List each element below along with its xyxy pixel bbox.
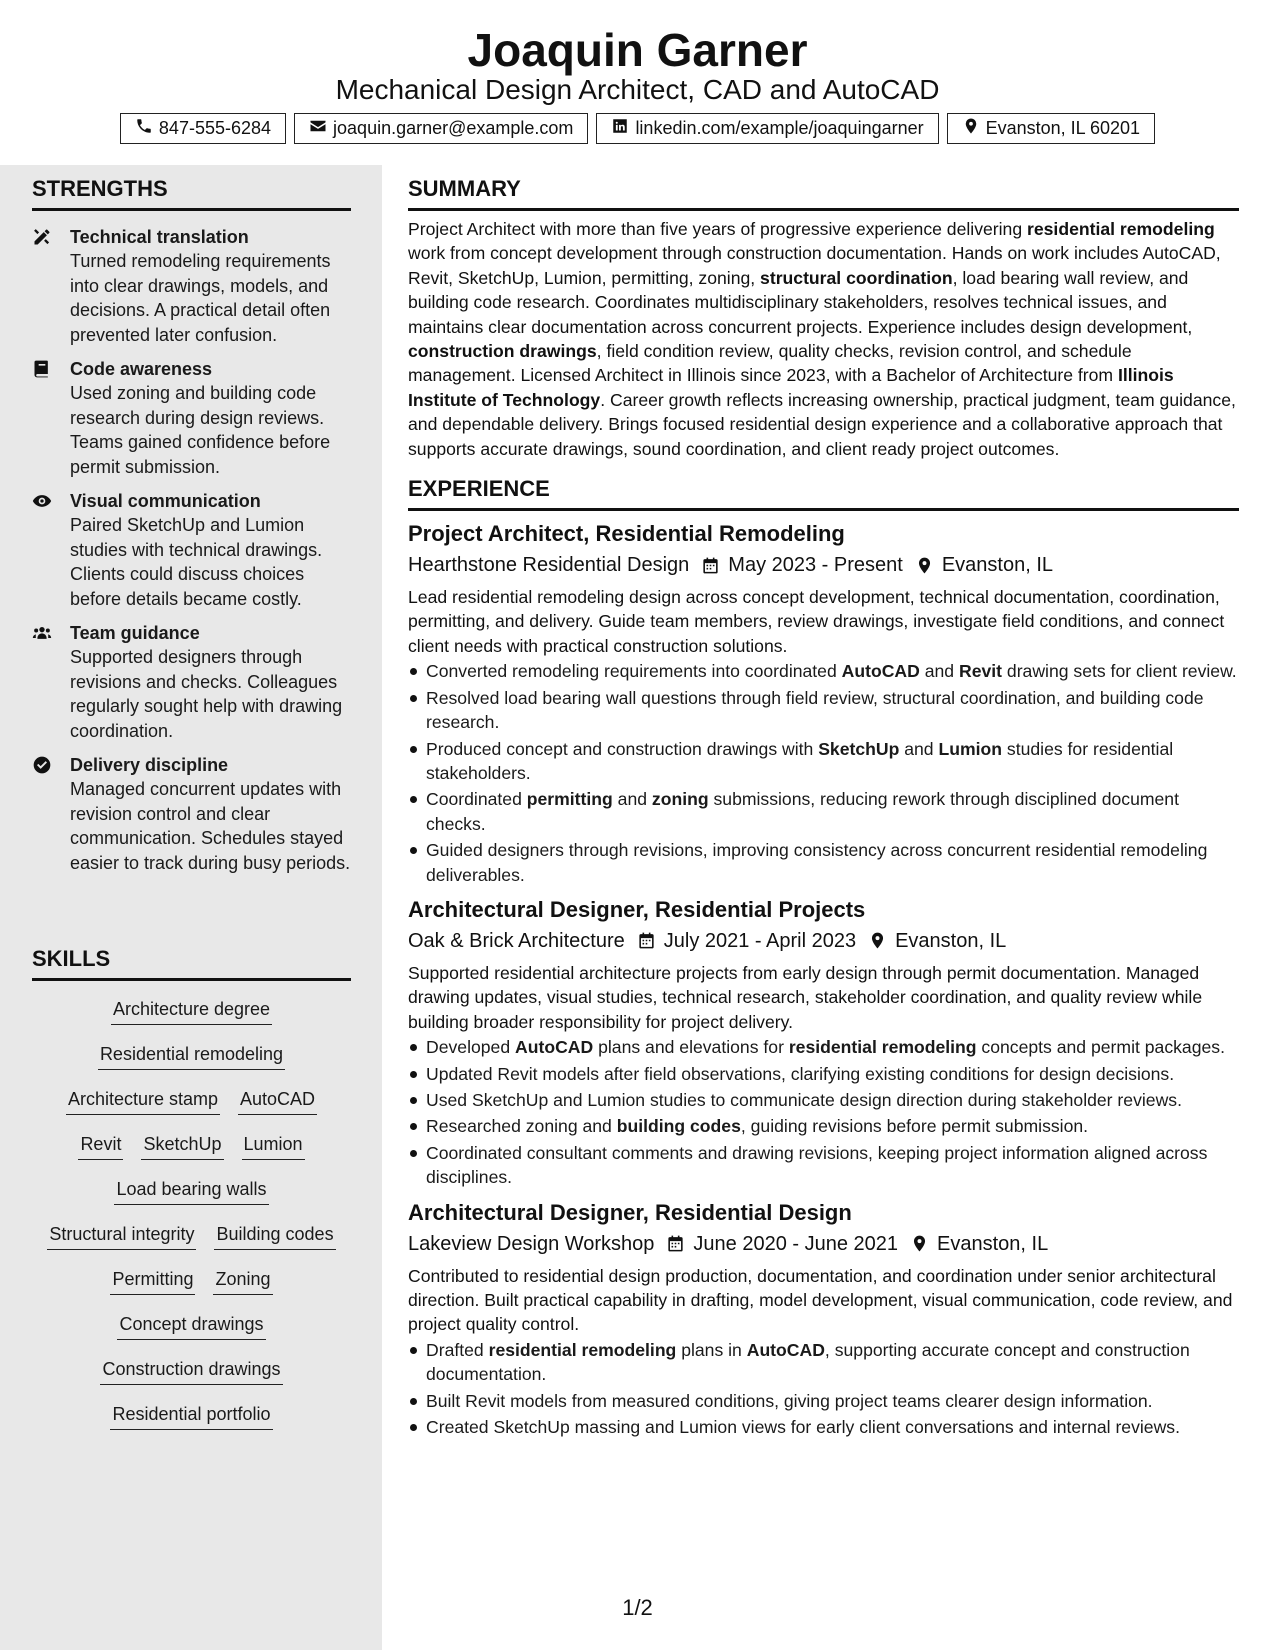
contact-email-text: joaquin.garner@example.com [333, 118, 574, 138]
strength-desc: Supported designers through revisions and checks. Colleagues regularly sought help with drawing coordination. [70, 647, 343, 741]
job-company: Hearthstone Residential Design [408, 554, 690, 577]
contact-linkedin-text: linkedin.com/example/joaquingarner [635, 118, 924, 138]
skills-heading: SKILLS [32, 945, 351, 981]
skill-tag: Architecture stamp [66, 1087, 220, 1115]
emphasis-text: building codes [616, 1116, 741, 1137]
users-icon [32, 621, 70, 743]
skill-row [32, 1349, 351, 1394]
strengths-section [32, 175, 351, 875]
job-bullets [408, 659, 1239, 887]
emphasis-text: structural coordination [760, 267, 953, 288]
contact-phone-text: 847-555-6284 [158, 118, 272, 138]
text-run: plans in [676, 1339, 747, 1360]
skill-tag: Revit [78, 1132, 123, 1160]
text-run: concepts and permit packages. [976, 1037, 1225, 1058]
candidate-name: Joaquin Garner [467, 24, 808, 76]
skill-tag: Concept drawings [117, 1312, 265, 1340]
job-meta [408, 926, 1239, 956]
main-content [382, 165, 1275, 1650]
strength-desc: Paired SketchUp and Lumion studies with technical drawings. Clients could discuss choices before details became costly. [70, 515, 323, 609]
job-bullets [408, 1035, 1239, 1189]
job-meta [408, 1229, 1239, 1259]
bullet-item [408, 1389, 1239, 1413]
resume-header [0, 0, 1275, 165]
skill-tag: Residential portfolio [110, 1402, 272, 1430]
job-company: Oak & Brick Architecture [408, 929, 625, 952]
strength-title: Code awareness [70, 359, 213, 379]
contact-email[interactable] [294, 113, 588, 144]
strengths-heading: STRENGTHS [32, 175, 351, 211]
emphasis-text: residential remodeling [788, 1037, 977, 1058]
sidebar [0, 165, 382, 1650]
text-run: Converted remodeling requirements into coordinated [426, 661, 842, 682]
bullet-item [408, 1141, 1239, 1190]
bullet-item [408, 659, 1239, 683]
strength-item [32, 621, 351, 743]
bullet-item [408, 787, 1239, 836]
strength-title: Delivery discipline [70, 755, 229, 775]
summary-text [408, 217, 1239, 461]
text-run: drawing sets for client review. [1002, 661, 1237, 682]
emphasis-text: zoning [651, 789, 709, 810]
text-run: Built Revit models from measured conditions, giving project teams clearer design information. [426, 1390, 1153, 1411]
skill-tag: SketchUp [141, 1132, 223, 1160]
job-location: Evanston, IL [895, 929, 1007, 952]
job-title: Architectural Designer, Residential Design [408, 1199, 852, 1225]
bullet-item [408, 1114, 1239, 1138]
emphasis-text: SketchUp [818, 738, 900, 759]
summary-heading: SUMMARY [408, 175, 1239, 211]
text-run: , supporting accurate concept and construction documentation. [426, 1339, 1190, 1385]
skills-section [32, 945, 351, 1439]
job-entry [408, 519, 1239, 887]
bullet-item [408, 838, 1239, 887]
emphasis-text: AutoCAD [841, 661, 920, 682]
bullet-item [408, 1062, 1239, 1086]
text-run: Coordinated consultant comments and drawing revisions, keeping project information aligned across disciplines. [426, 1142, 1208, 1188]
job-dates: May 2023 - Present [728, 554, 903, 577]
emphasis-text: Revit [958, 661, 1003, 682]
bullet-item [408, 737, 1239, 786]
text-run: Updated Revit models after field observations, clarifying existing conditions for design decisions. [426, 1063, 1175, 1084]
candidate-title: Mechanical Design Architect, CAD and AutoCAD [335, 74, 940, 105]
text-run: Resolved load bearing wall questions through field review, structural coordination, and building code research. [426, 687, 1204, 733]
job-dates: June 2020 - June 2021 [693, 1232, 899, 1255]
skill-tag: Residential remodeling [98, 1042, 285, 1070]
text-run: and [612, 789, 652, 810]
strength-title: Team guidance [70, 623, 200, 643]
calendar-icon [637, 931, 656, 950]
bullet-item [408, 1415, 1239, 1439]
emphasis-text: construction drawings [408, 341, 597, 362]
text-run: , guiding revisions before permit submission. [740, 1116, 1089, 1137]
contact-location-text: Evanston, IL 60201 [985, 118, 1141, 138]
calendar-icon [701, 556, 720, 575]
pencil-ruler-icon [32, 225, 70, 347]
map-pin-icon [915, 556, 934, 575]
text-run: , load bearing wall review, and building code research. Coordinates multidisciplinary stakeholders, resolves technical issues, and maintains clear documentation across concurrent projects. Experience includes design development, [408, 267, 1193, 337]
strength-item [32, 753, 351, 875]
skill-tag: Load bearing walls [114, 1177, 268, 1205]
text-run: Used SketchUp and Lumion studies to communicate design direction during stakeholder reviews. [426, 1089, 1182, 1110]
emphasis-text: permitting [526, 789, 613, 810]
skill-row [32, 1079, 351, 1124]
contact-linkedin[interactable] [596, 113, 938, 144]
bullet-item [408, 686, 1239, 735]
skill-tag: AutoCAD [238, 1087, 317, 1115]
text-run: . Career growth reflects increasing ownership, practical judgment, team guidance, and dependable delivery. Brings focused residential design experience and a collaborative approach that supports accurate drawings, sound coordination, and client ready project outcomes. [408, 389, 1236, 459]
text-run: Researched zoning and [426, 1116, 617, 1137]
job-dates: July 2021 - April 2023 [663, 929, 857, 952]
envelope-icon [309, 117, 327, 140]
strength-desc: Turned remodeling requirements into clear drawings, models, and decisions. A practical detail often prevented later confusion. [70, 251, 331, 345]
job-description: Lead residential remodeling design across concept development, technical documentation, coordination, permitting, and delivery. Guide team members, review drawings, investigate field conditions, and connect client needs with practical construction solutions. [408, 587, 1225, 656]
skill-row [32, 1124, 351, 1169]
linkedin-icon [611, 117, 629, 140]
job-meta [408, 550, 1239, 580]
skill-tag: Building codes [214, 1222, 335, 1250]
contact-location[interactable] [947, 113, 1155, 144]
job-company: Lakeview Design Workshop [408, 1232, 655, 1255]
contact-bar [0, 113, 1275, 144]
job-location: Evanston, IL [941, 554, 1053, 577]
strength-item [32, 225, 351, 347]
contact-phone[interactable] [120, 113, 286, 144]
strength-desc: Used zoning and building code research during design reviews. Teams gained confidence before permit submission. [70, 383, 331, 477]
skill-row [32, 1214, 351, 1259]
job-description: Contributed to residential design production, documentation, and coordination under senior architectural direction. Built practical capability in drafting, model development, visual communication, code review, and project quality control. [408, 1265, 1233, 1335]
text-run: studies for residential stakeholders. [426, 738, 1174, 783]
job-title: Architectural Designer, Residential Projects [408, 896, 866, 922]
emphasis-text: Lumion [938, 738, 1003, 759]
text-run: Created SketchUp massing and Lumion views for early client conversations and internal reviews. [426, 1417, 1180, 1438]
book-icon [32, 357, 70, 479]
skills-list [32, 981, 351, 1439]
skill-tag: Lumion [242, 1132, 305, 1160]
text-run: work from concept development through construction documentation. Hands on work includes AutoCAD, Revit, SketchUp, Lumion, permitting, zoning, [408, 243, 1221, 288]
skill-tag: Zoning [213, 1267, 272, 1295]
text-run: submissions, reducing rework through disciplined document checks. [426, 789, 1179, 834]
strength-item [32, 489, 351, 611]
bullet-item [408, 1035, 1239, 1059]
skill-tag: Construction drawings [100, 1357, 282, 1385]
eye-icon [32, 489, 70, 611]
skill-row [32, 1304, 351, 1349]
strength-desc: Managed concurrent updates with revision control and clear communication. Schedules stayed easier to track during busy periods. [70, 779, 351, 873]
map-pin-icon [962, 117, 980, 140]
job-title: Project Architect, Residential Remodeling [408, 521, 845, 547]
skill-row [32, 1034, 351, 1079]
text-run: Drafted [426, 1339, 489, 1360]
text-run: Project Architect with more than five years of progressive experience delivering [408, 219, 1028, 239]
text-run: Guided designers through revisions, improving consistency across concurrent residential remodeling deliverables. [426, 840, 1208, 885]
emphasis-text: residential remodeling [488, 1339, 677, 1360]
emphasis-text: Illinois Institute of Technology [408, 365, 1174, 410]
skill-row [32, 989, 351, 1034]
text-run: plans and elevations for [593, 1037, 789, 1058]
bullet-item [408, 1088, 1239, 1112]
job-location: Evanston, IL [937, 1232, 1049, 1255]
skill-tag: Structural integrity [47, 1222, 196, 1250]
experience-heading: EXPERIENCE [408, 475, 1239, 511]
job-bullets [408, 1338, 1239, 1440]
text-run: and [899, 738, 939, 759]
map-pin-icon [910, 1234, 929, 1253]
map-pin-icon [868, 931, 887, 950]
text-run: Developed [426, 1037, 516, 1058]
emphasis-text: AutoCAD [746, 1339, 825, 1360]
skill-row [32, 1394, 351, 1439]
text-run: Coordinated [426, 789, 527, 810]
skill-tag: Permitting [110, 1267, 195, 1295]
strength-title: Technical translation [70, 227, 249, 247]
text-run: Produced concept and construction drawings with [426, 738, 819, 759]
emphasis-text: residential remodeling [1027, 219, 1215, 239]
check-circle-icon [32, 753, 70, 875]
job-description: Supported residential architecture projects from early design through permit documentation. Managed drawing updates, visual studies, technical research, stakeholder coordination, and quality review while building broader responsibility for project delivery. [408, 962, 1203, 1032]
strength-item [32, 357, 351, 479]
strength-title: Visual communication [70, 491, 261, 511]
phone-icon [135, 117, 153, 140]
job-entry [408, 895, 1239, 1190]
emphasis-text: AutoCAD [515, 1037, 594, 1058]
skill-tag: Architecture degree [111, 997, 272, 1025]
skill-row [32, 1169, 351, 1214]
text-run: and [919, 661, 959, 682]
page-number: 1/2 [622, 1595, 653, 1620]
bullet-item [408, 1338, 1239, 1387]
job-entry [408, 1198, 1239, 1440]
calendar-icon [666, 1234, 685, 1253]
skill-row [32, 1259, 351, 1304]
text-run: , field condition review, quality checks, revision control, and schedule management. Licensed Architect in Illinois since 2023, with a Bachelor of Architecture from [408, 341, 1132, 386]
